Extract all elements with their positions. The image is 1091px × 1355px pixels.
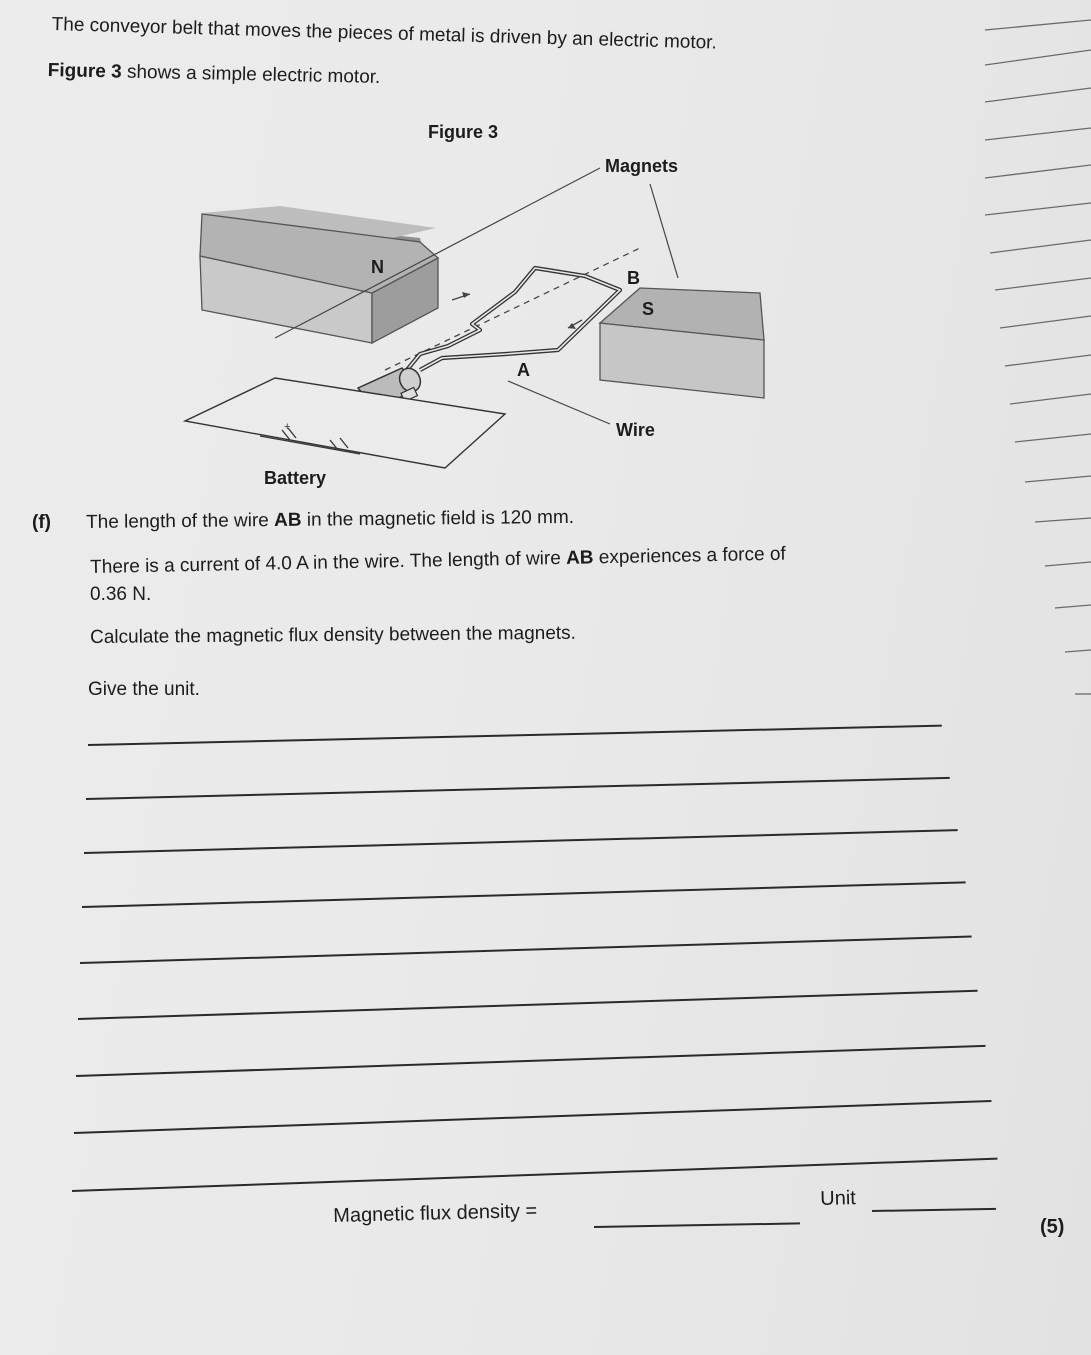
unit-answer-field[interactable] (872, 1208, 996, 1212)
question-line-2-b: experiences a force of (593, 543, 786, 569)
question-line-1 (86, 507, 574, 534)
wire-ab-ref-1: AB (273, 509, 302, 532)
figure-reference: Figure 3 (47, 60, 122, 83)
answer-line[interactable] (84, 829, 958, 854)
north-magnet (200, 206, 438, 343)
intro-line-2-text: shows a simple electric motor. (121, 61, 381, 88)
figure-title: Figure 3 (428, 122, 499, 142)
intro-line-1: The conveyor belt that moves the pieces of metal is driven by an electric motor. (51, 14, 718, 54)
marks-label: (5) (1040, 1216, 1065, 1238)
south-magnet (600, 288, 764, 398)
question-line-1-a: The length of the wire (86, 510, 275, 533)
label-magnets: Magnets (605, 156, 679, 176)
question-unit-instruction: Give the unit. (88, 679, 200, 700)
flux-density-label: Magnetic flux density = (333, 1200, 538, 1227)
electric-motor-figure (180, 118, 780, 498)
question-line-2-a: There is a current of 4.0 A in the wire. The length of wire (90, 547, 567, 578)
battery-plane (185, 378, 505, 468)
answer-line[interactable] (86, 777, 950, 800)
label-south: S (642, 299, 655, 319)
answer-line[interactable] (76, 1045, 986, 1077)
question-line-1-b: in the magnetic field is 120 mm. (301, 506, 575, 531)
svg-text:+: + (284, 421, 291, 433)
facing-page-lines (985, 0, 1091, 760)
answer-line[interactable] (74, 1100, 992, 1134)
label-b: B (627, 268, 640, 288)
answer-line[interactable] (80, 936, 972, 964)
question-line-3: 0.36 N. (90, 584, 152, 605)
question-label: (f) (32, 512, 51, 533)
wire-ab-ref-2: AB (565, 547, 594, 569)
unit-label: Unit (820, 1187, 857, 1210)
flux-density-answer-field[interactable] (594, 1222, 800, 1228)
answer-line[interactable] (82, 881, 966, 908)
label-a: A (517, 360, 530, 380)
answer-line[interactable] (72, 1158, 998, 1192)
intro-line-2 (48, 60, 381, 89)
label-wire: Wire (616, 420, 655, 440)
label-battery: Battery (264, 468, 327, 488)
answer-line[interactable] (78, 990, 978, 1020)
question-instruction: Calculate the magnetic flux density between the magnets. (90, 622, 577, 648)
question-line-2 (90, 544, 786, 579)
answer-line[interactable] (88, 725, 942, 746)
label-north: N (371, 257, 384, 277)
